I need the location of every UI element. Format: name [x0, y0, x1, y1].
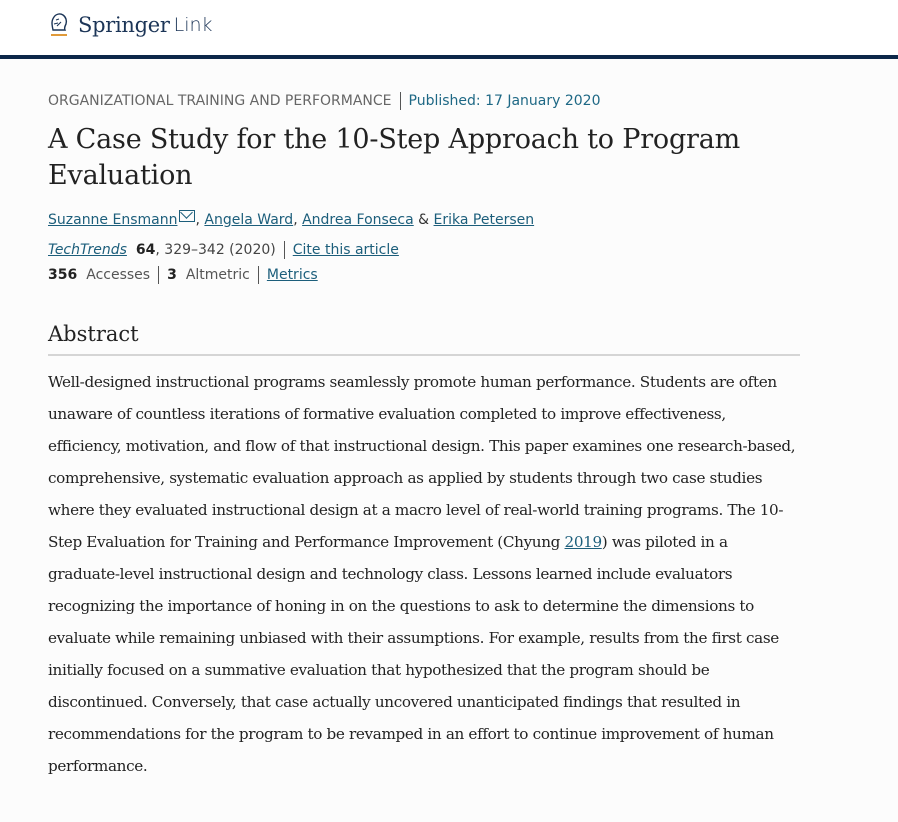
divider: [258, 266, 259, 284]
citation-line: [48, 241, 800, 259]
author-link[interactable]: Suzanne Ensmann: [48, 212, 178, 228]
abstract-text: [48, 366, 800, 782]
site-header: [0, 0, 898, 55]
pages-year: , 329–342 (2020): [155, 242, 276, 258]
divider: [158, 266, 159, 284]
accesses-count: 356: [48, 267, 78, 283]
abstract-heading: Abstract: [48, 322, 800, 356]
divider: [284, 241, 285, 259]
springer-link-logo[interactable]: [48, 10, 213, 40]
abstract-text-part: Well-designed instructional programs seamlessly promote human performance. Students are often unaware of countless iterations of formative evaluation completed to improve effectiveness, efficiency, motivation, and flow of that instructional design. This paper examines one research-based, comprehensive, systematic evaluation approach as applied by students through two case studies where they evaluated instructional design at a macro level of real-world training programs. The 10-Step Evaluation for Training and Performance Improvement (Chyung: [48, 373, 796, 551]
accesses-label: Accesses: [86, 267, 151, 283]
article-title: A Case Study for the 10-Step Approach to Program Evaluation: [48, 124, 741, 191]
metrics-line: [48, 266, 800, 284]
divider: [400, 92, 401, 110]
logo-wordmark: Springer: [78, 13, 170, 37]
article-meta: [48, 92, 800, 110]
article-category: ORGANIZATIONAL TRAINING AND PERFORMANCE: [48, 93, 392, 109]
author-link[interactable]: Erika Petersen: [433, 212, 535, 228]
altmetric-label: Altmetric: [185, 267, 250, 283]
author-link[interactable]: Andrea Fonseca: [302, 212, 414, 228]
altmetric-count: 3: [167, 267, 177, 283]
author-separator: ,: [195, 212, 200, 228]
logo-suffix: Link: [173, 14, 213, 36]
abstract-text-part: ) was piloted in a graduate-level instructional design and technology class. Lessons learned include evaluators recognizing the importance of honing in on the questions to ask to determine the dimensions to evaluate while remaining unbiased with their assumptions. For example, results from the first case initially focused on a summative evaluation that hypothesized that the program should be discontinued. Conversely, that case actually uncovered unanticipated findings that resulted in recommendations for the program to be revamped in an effort to continue improvement of human performance.: [48, 533, 779, 775]
published-date: Published: 17 January 2020: [408, 93, 601, 109]
author-separator: ,: [293, 212, 298, 228]
author-list: [48, 210, 800, 228]
mail-icon[interactable]: [179, 210, 195, 222]
author-ampersand: &: [418, 212, 430, 228]
volume: 64: [135, 242, 156, 258]
citation-link[interactable]: 2019: [564, 533, 602, 551]
author-link[interactable]: Angela Ward: [204, 212, 294, 228]
knight-horse-icon: [48, 10, 72, 40]
article-main: [48, 92, 800, 797]
cite-article-link[interactable]: Cite this article: [292, 242, 399, 258]
header-divider-bar: [0, 55, 898, 59]
metrics-link[interactable]: Metrics: [266, 267, 318, 283]
journal-link[interactable]: TechTrends: [48, 242, 127, 258]
